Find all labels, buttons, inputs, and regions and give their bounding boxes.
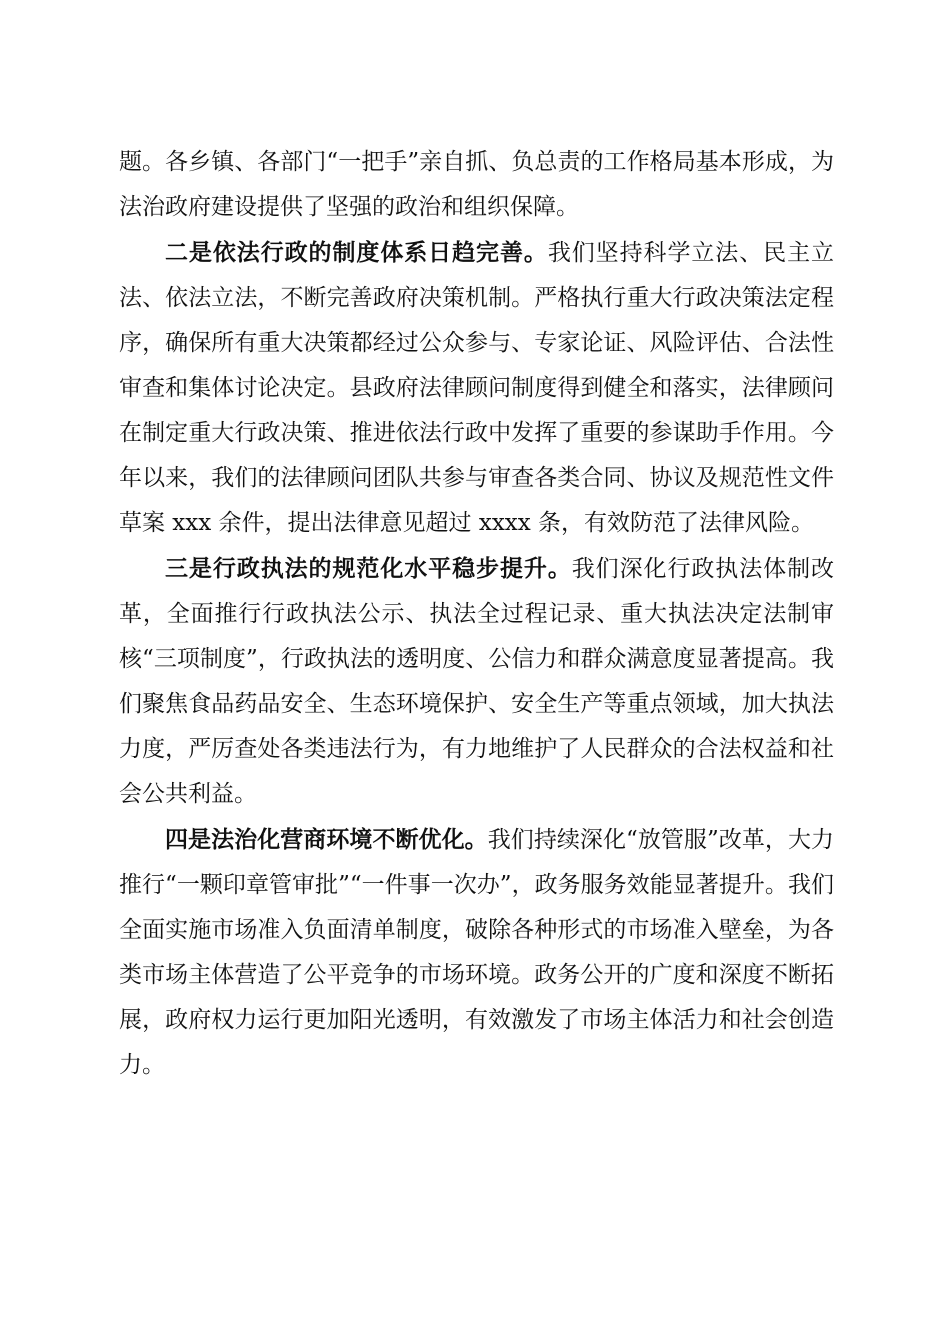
document-body bbox=[119, 140, 834, 1088]
paragraph-body: 我们深化行政执法体制改革，全面推行行政执法公示、执法全过程记录、重大执法决定法制审核“三项制度”，行政执法的透明度、公信力和群众满意度显著提高。我们聚焦食品药品安全、生态环境保护、安全生产等重点领域，加大执法力度，严厉查处各类违法行为，有力地维护了人民群众的合法权益和社会公共利益。 bbox=[119, 556, 835, 807]
paragraph-lead: 四是法治化营商环境不断优化。 bbox=[165, 826, 488, 853]
paragraph-institutional-system bbox=[119, 230, 834, 546]
paragraph-continuation bbox=[119, 140, 834, 230]
paragraph-body: 我们持续深化“放管服”改革，大力推行“一颗印章管审批”“一件事一次办”，政务服务效能显著提升。我们全面实施市场准入负面清单制度，破除各种形式的市场准入壁垒，为各类市场主体营造了公平竞争的市场环境。政务公开的广度和深度不断拓展，政府权力运行更加阳光透明，有效激发了市场主体活力和社会创造力。 bbox=[119, 827, 834, 1078]
paragraph-lead: 二是依法行政的制度体系日趋完善。 bbox=[165, 239, 548, 266]
paragraph-business-environment bbox=[119, 817, 834, 1088]
paragraph-law-enforcement bbox=[119, 546, 834, 817]
paragraph-body: 我们坚持科学立法、民主立法、依法立法，不断完善政府决策机制。严格执行重大行政决策法定程序，确保所有重大决策都经过公众参与、专家论证、风险评估、合法性审查和集体讨论决定。县政府法律顾问制度得到健全和落实，法律顾问在制定重大行政决策、推进依法行政中发挥了重要的参谋助手作用。今年以来，我们的法律顾问团队共参与审查各类合同、协议及规范性文件草案 xxx 余件，提出法律意见超过 xxxx 条，有效防范了法律风险。 bbox=[119, 240, 835, 536]
paragraph-lead: 三是行政执法的规范化水平稳步提升。 bbox=[165, 555, 572, 582]
paragraph-body: 题。各乡镇、各部门“一把手”亲自抓、负总责的工作格局基本形成，为法治政府建设提供了坚强的政治和组织保障。 bbox=[119, 149, 834, 220]
